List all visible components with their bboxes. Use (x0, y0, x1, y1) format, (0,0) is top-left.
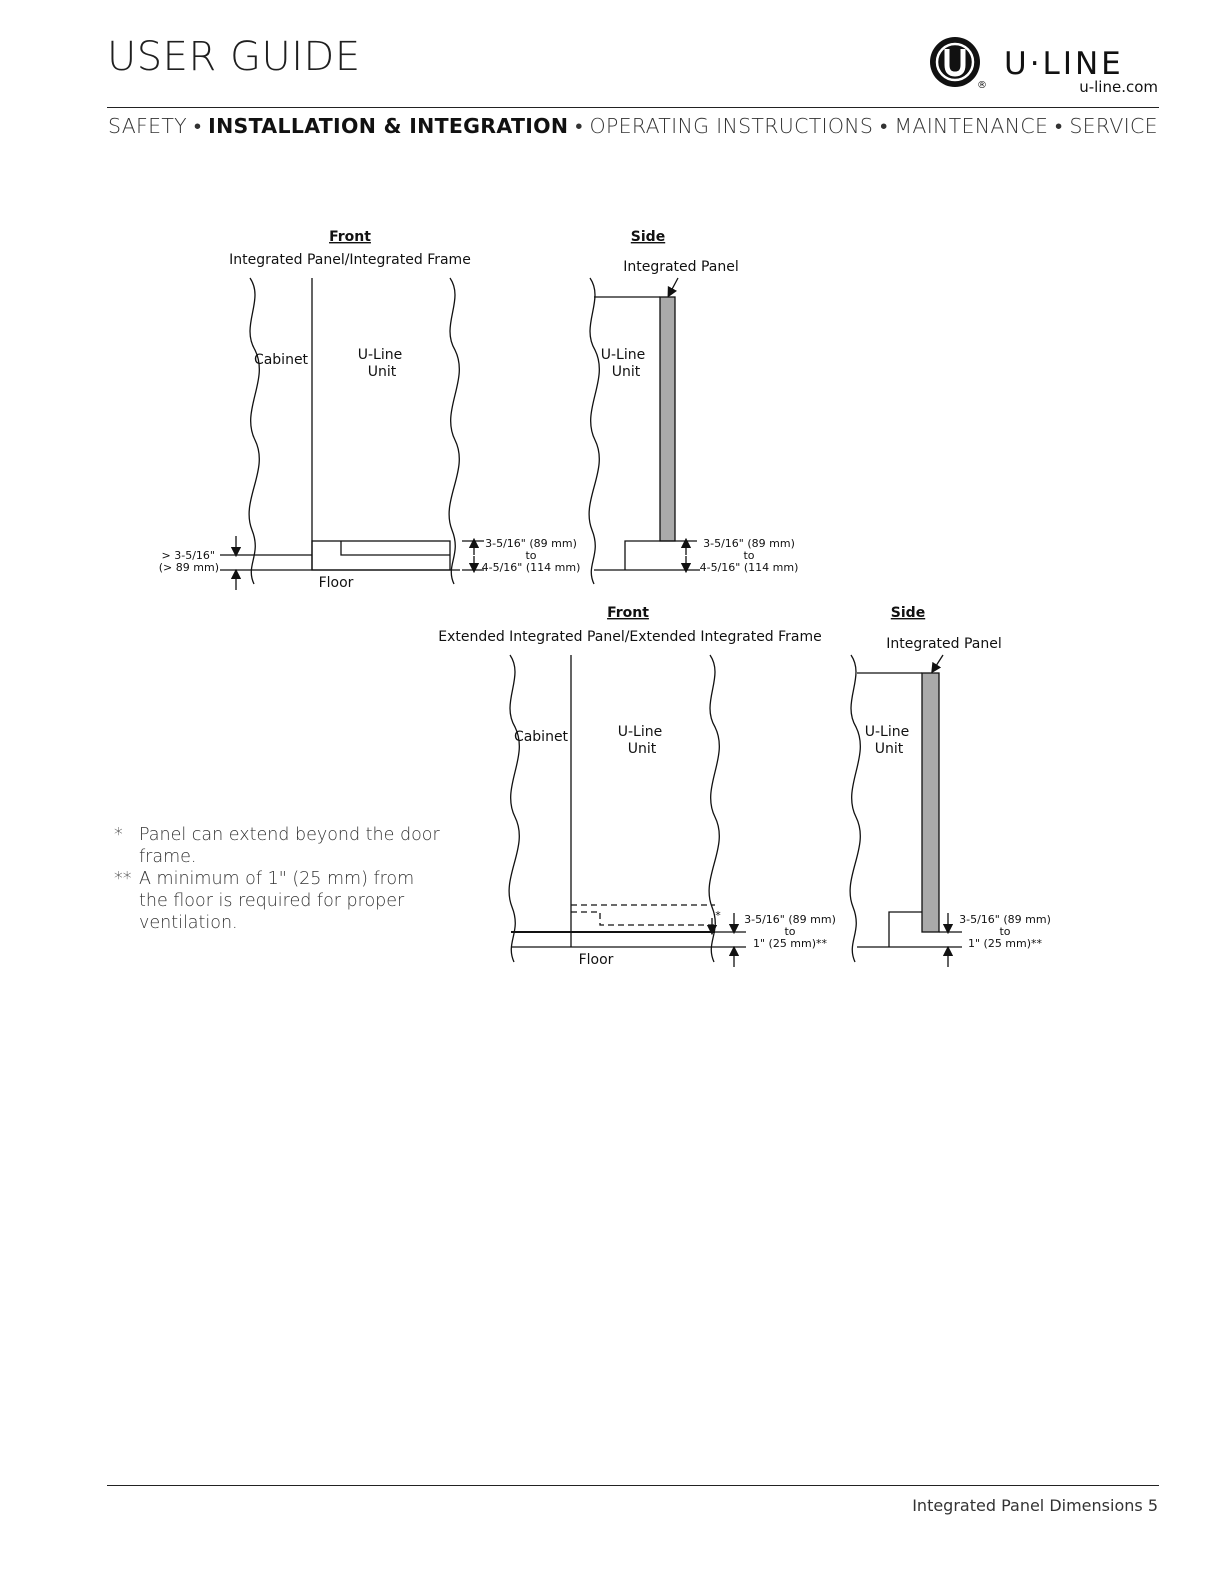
side-subtitle: Integrated Panel (623, 259, 739, 275)
side-heading: Side (630, 229, 666, 245)
dimension-label-2: to (784, 925, 796, 938)
extension-star: * (715, 909, 721, 922)
side-heading-2: Side (890, 605, 926, 621)
unit-label: Unit (611, 364, 641, 380)
registered-mark: ® (977, 80, 987, 91)
cabinet-label-2: Cabinet (513, 729, 569, 745)
dimension-label: to (525, 549, 537, 562)
unit-label: Unit (367, 364, 397, 380)
side-subtitle-2: Integrated Panel (886, 636, 1002, 652)
dimension-label: 4-5/16" (114 mm) (481, 561, 581, 574)
footer-divider (107, 1485, 1159, 1486)
unit-break-line (449, 278, 459, 584)
side-break-line-2 (850, 655, 860, 962)
dimension-label-2: 1" (25 mm)** (752, 937, 828, 950)
integrated-panel-shape (660, 297, 675, 541)
nav-safety: SAFETY (108, 114, 188, 138)
dimension-label-2: to (999, 925, 1011, 938)
nav-installation: INSTALLATION & INTEGRATION (208, 114, 569, 138)
page-number: 5 (1147, 1496, 1158, 1515)
dimension-label: 3-5/16" (89 mm) (703, 537, 795, 550)
integrated-panel-shape-2 (922, 673, 939, 932)
footnote: ** A minimum of 1" (25 mm) from the floor is required for proper ventilation. (114, 869, 415, 933)
front-heading: Front (329, 229, 371, 245)
page-footer (912, 1496, 1158, 1515)
unit-label-2: Unit (874, 741, 904, 757)
side-break-line (589, 278, 599, 584)
nav-maintenance: MAINTENANCE (894, 114, 1049, 138)
cabinet-label: Cabinet (253, 352, 309, 368)
dimension-label: 3-5/16" (89 mm) (485, 537, 577, 550)
front-subtitle: Integrated Panel/Integrated Frame (229, 252, 471, 268)
unit-label: U-Line (357, 347, 403, 363)
page-title: USER GUIDE (107, 34, 361, 80)
front-subtitle-2: Extended Integrated Panel/Extended Integrated Frame (438, 629, 822, 645)
front-heading-2: Front (607, 605, 649, 621)
floor-label: Floor (318, 575, 354, 591)
floor-label-2: Floor (578, 952, 614, 968)
dimension-label: to (743, 549, 755, 562)
unit-label-2: Unit (627, 741, 657, 757)
dimension-label-2: 3-5/16" (89 mm) (744, 913, 836, 926)
footer-section: Integrated Panel Dimensions (912, 1496, 1143, 1515)
website-url[interactable]: u-line.com (1079, 78, 1158, 96)
footnotes (114, 824, 444, 934)
section-nav: SAFETY • INSTALLATION & INTEGRATION • OPERATING INSTRUCTIONS • MAINTENANCE • SERVICE (108, 114, 1158, 138)
left-dimension: > 3-5/16" (161, 549, 215, 562)
left-dimension: (> 89 mm) (158, 561, 219, 574)
footnote: * Panel can extend beyond the door frame. (114, 825, 440, 867)
dimension-label: 4-5/16" (114 mm) (699, 561, 799, 574)
unit-label: U-Line (600, 347, 646, 363)
unit-label-2: U-Line (617, 724, 663, 740)
unit-label-2: U-Line (864, 724, 910, 740)
cabinet-break-line-2 (509, 655, 519, 962)
dimension-label-2: 3-5/16" (89 mm) (959, 913, 1051, 926)
brand-wordmark: U·LINE (1004, 46, 1124, 82)
dimension-label-2: 1" (25 mm)** (967, 937, 1043, 950)
nav-service: SERVICE (1069, 114, 1158, 138)
cabinet-break-line (249, 278, 259, 584)
nav-operating: OPERATING INSTRUCTIONS (589, 114, 874, 138)
